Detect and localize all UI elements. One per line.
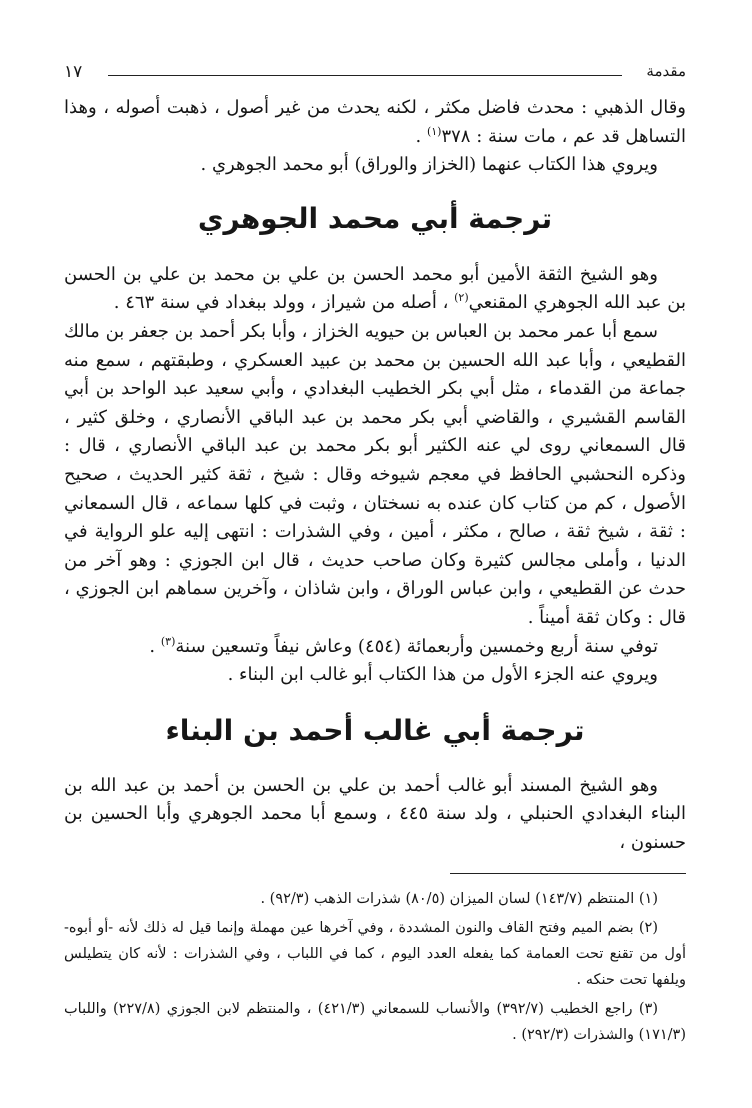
- paragraph-ibn-banna: وهو الشيخ المسند أبو غالب أحمد بن علي بن الحسن بن أحمد بن عبد الله بن البناء البغدادي الحنبلي ، ولد سنة ٤٤٥ ، وسمع أبا محمد الجوهري وأبا الحسين بن حسنون ،: [64, 774, 686, 853]
- running-header: [64, 62, 686, 92]
- heading-jawhari: ترجمة أبي محمد الجوهري: [197, 201, 553, 235]
- header-rule: [108, 75, 622, 76]
- footnote-ref-2[interactable]: (٢): [454, 291, 469, 305]
- footnotes: [64, 886, 686, 1048]
- paragraph-jawhari-death: توفي سنة أربع وخمسين وأربعمائة (٤٥٤) وعاش نيفاً وتسعين سنة$^{(٣)}$ .: [149, 634, 658, 657]
- paragraph-narration-2: ويروي عنه الجزء الأول من هذا الكتاب أبو غالب ابن البناء .: [227, 664, 658, 686]
- header-title: مقدمة: [646, 62, 686, 80]
- footnote-ref-3[interactable]: (٣): [160, 634, 176, 648]
- footnote-2: (٢) بضم الميم وفتح القاف والنون المشددة ، وفي آخرها عين مهملة وإنما قيل له ذلك لأنه -أو أبوه- أول من تقنع تحت العمامة كما يفعله العدد اليوم ، كما في اللباب ، وفي الشذرات : لأنه كان يتطيلس ويلفها تحت حنكه .: [64, 920, 686, 989]
- footnote-separator: [450, 873, 686, 874]
- paragraph-dhahabi: وقال الذهبي : محدث فاضل مكثر ، لكنه يحدث من غير أصول ، ذهبت أصوله ، وهذا التساهل قد عم ، مات سنة : ٣٧٨$^{(١)}$ .: [64, 97, 686, 147]
- page-number: ١٧: [64, 62, 83, 82]
- footnote-ref-1[interactable]: (١): [426, 124, 442, 138]
- paragraph-narration-1: ويروي هذا الكتاب عنهما (الخزاز والوراق) أبو محمد الجوهري .: [200, 154, 658, 176]
- footnote-3: (٣) راجع الخطيب (٣٩٢/٧) والأنساب للسمعاني (٤٢١/٣) ، والمنتظم لابن الجوزي (٢٢٧/٨) واللباب (١٧١/٣) والشذرات (٢٩٢/٣) .: [64, 1001, 686, 1044]
- paragraph-jawhari-intro: وهو الشيخ الثقة الأمين أبو محمد الحسن بن علي بن محمد بن علي بن الحسن بن عبد الله الجوهري المقنعي$^{(٢)}$ ، أصله من شيراز ، وولد ببغداد في سنة ٤٦٣ .: [64, 263, 686, 314]
- paragraph-jawhari-teachers: سمع أبا عمر محمد بن العباس بن حيويه الخزاز ، وأبا بكر أحمد بن جعفر بن مالك القطيعي ، وأبا عبد الله الحسين بن محمد بن عبيد العسكري ، وطبقتهم ، سمع منه جماعة من القدماء ، مثل أبي بكر الخطيب البغدادي ، وأبي سعيد عبد الواحد بن أبي القاسم القشيري ، والقاضي أبي بكر محمد بن عبد الباقي الأنصاري ، وخلق كثير ، قال السمعاني روى لي عنه الكثير أبو بكر محمد بن عبد الباقي الأنصاري ، قال : وذكره النحشبي الحافظ في معجم شيوخه وقال : شيخ ، ثقة كثير الحديث ، صحيح الأصول ، كم من كتاب كان عنده به نسختان ، وثبت في كلها سماعه ، قال السمعاني : ثقة ، شيخ ثقة ، صالح ، مكثر ، أمين ، وفي الشذرات : انتهى إليه علو الرواية في الدنيا ، وأملى مجالس كثيرة وكان صاحب حديث ، قال ابن الجوزي : وهو آخر من حدث عن القطيعي ، وابن عباس الوراق ، وابن شاذان ، وآخرين سماهم ابن الجوزي ، قال : وكان ثقة أميناً .: [64, 320, 686, 628]
- footnote-1: (١) المنتظم (١٤٣/٧) لسان الميزان (٨٠/٥) شذرات الذهب (٩٢/٣) .: [260, 891, 658, 908]
- book-page: [64, 62, 686, 1088]
- heading-ibn-banna: ترجمة أبي غالب أحمد بن البناء: [165, 713, 585, 747]
